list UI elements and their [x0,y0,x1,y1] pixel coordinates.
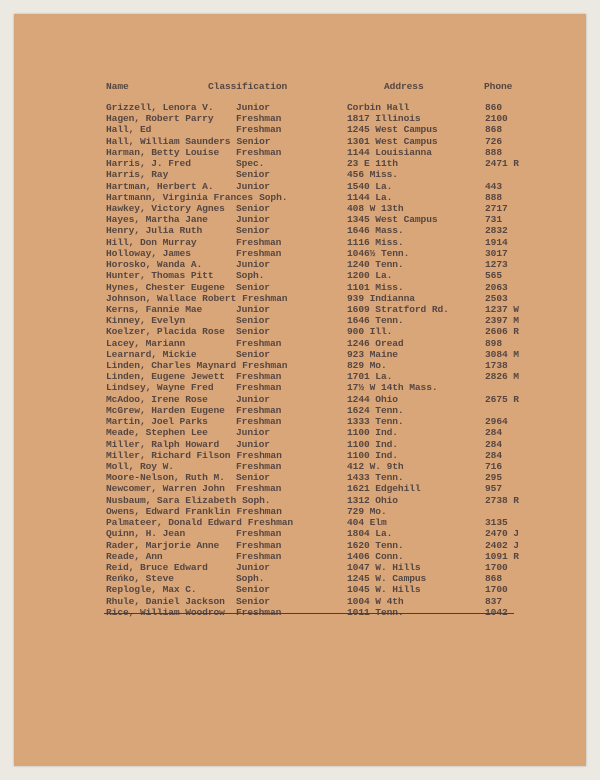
student-phone: 1738 [485,360,508,372]
directory-row [0,483,600,494]
student-address: 1245 W. Campus [347,573,427,585]
student-name: Hall, William Saunders [106,135,231,147]
name-and-classification [106,483,281,494]
student-classification: Senior [236,584,270,596]
student-name: Harris, Ray [106,169,169,181]
student-classification: Freshman [236,550,282,562]
student-classification: Freshman [242,360,288,372]
name-and-classification [106,528,281,539]
student-phone: 2606 R [485,326,519,338]
name-and-classification [106,416,281,427]
name-and-classification [106,214,270,225]
student-name: Martin, Joel Parks [106,416,208,428]
student-address: 1646 Mass. [347,225,404,237]
student-address: 1101 Miss. [347,281,404,293]
student-classification: Freshman [236,483,282,495]
name-and-classification [106,102,270,113]
student-name: Hunter, Thomas Pitt [106,270,214,282]
student-phone: 2063 [485,281,508,293]
directory-row [0,259,600,270]
student-classification: Senior [236,225,270,237]
name-and-classification [106,371,281,382]
name-and-classification [106,192,287,203]
student-name: Hagen, Robert Parry [106,113,214,125]
student-address: 1621 Edgehill [347,483,421,495]
name-and-classification [106,147,281,158]
directory-row [0,427,600,438]
directory-row [0,506,600,517]
student-address: Corbin Hall [347,102,410,113]
student-classification: Freshman [236,113,282,125]
student-address: 1406 Conn. [347,550,404,562]
student-classification: Soph. [236,270,265,282]
student-name: Hartman, Herbert A. [106,180,214,192]
student-classification: Freshman [242,292,288,304]
directory-row [0,584,600,595]
student-name: Palmateer, Donald Edward [106,517,242,529]
student-classification: Freshman [236,528,282,540]
directory-row [0,394,600,405]
directory-row [0,124,600,135]
student-address: 1046½ Tenn. [347,247,410,259]
student-address: 923 Maine [347,348,398,360]
student-name: Hall, Ed [106,124,152,136]
student-classification: Freshman [236,416,282,428]
name-and-classification [106,450,282,461]
directory-row [0,304,600,315]
directory-row [0,113,600,124]
student-phone: 868 [485,124,502,136]
directory-row [0,450,600,461]
student-address: 1116 Miss. [347,236,404,248]
student-address: 1100 Ind. [347,449,398,461]
student-phone: 957 [485,483,502,495]
directory-row [0,495,600,506]
name-and-classification [106,259,270,270]
student-name: Henry, Julia Ruth [106,225,203,237]
student-classification: Senior [236,135,271,147]
student-name: Hill, Don Murray [106,236,197,248]
student-classification: Senior [236,472,270,484]
student-classification: Senior [236,595,270,607]
student-classification: Freshman [236,606,282,618]
student-name: Miller, Richard Filson [106,449,231,461]
directory-row [0,371,600,382]
student-address: 900 Ill. [347,326,393,338]
student-classification: Junior [236,102,270,113]
name-and-classification [106,124,281,135]
student-address: 1701 La. [347,371,393,383]
student-name: Harman, Betty Louise [106,146,220,158]
student-address: 456 Miss. [347,169,398,181]
student-phone: 295 [485,472,502,484]
student-phone: 868 [485,573,502,585]
student-phone: 443 [485,180,502,192]
student-address: 1004 W 4th [347,595,404,607]
student-classification: Freshman [247,517,294,529]
student-name: Lindsey, Wayne Fred [106,382,214,394]
student-name: Linden, Charles Maynard [106,360,237,372]
student-name: Moore-Nelson, Ruth M. [106,472,225,484]
student-address: 1100 Ind. [347,427,398,439]
student-phone: 3135 [485,517,508,529]
student-phone: 565 [485,270,502,282]
student-address: 1244 Ohio [347,393,398,405]
student-address: 939 Indianna [347,292,415,304]
student-name: Rader, Marjorie Anne [106,539,220,551]
name-and-classification [106,113,281,124]
student-address: 17½ W 14th Mass. [347,382,438,394]
student-phone: 3017 [485,247,508,259]
name-and-classification [106,382,281,393]
name-and-classification [106,203,270,214]
student-address: 1312 Ohio [347,494,398,506]
directory-row [0,192,600,203]
student-phone: 1914 [485,236,508,248]
directory-row [0,203,600,214]
directory-row [0,517,600,528]
directory-row [0,382,600,393]
student-address: 1144 Louisianna [347,146,432,158]
student-address: 1240 Tenn. [347,259,404,271]
student-classification: Freshman [236,371,282,383]
student-phone: 888 [485,146,502,158]
student-address: 1345 West Campus [347,214,438,226]
header-classification: Classification [208,81,288,92]
name-and-classification [106,495,270,506]
student-classification: Freshman [236,337,282,349]
student-address: 412 W. 9th [347,461,404,472]
directory-row [0,225,600,236]
name-and-classification [106,439,270,450]
student-name: Harris, J. Fred [106,158,191,170]
student-phone: 726 [485,135,502,147]
student-classification: Freshman [236,461,282,472]
student-classification: Junior [236,259,270,271]
student-name: Horosko, Wanda A. [106,259,203,271]
student-name: Owens, Edward Franklin [106,505,231,517]
student-address: 1245 West Campus [347,124,438,136]
name-and-classification [106,293,287,304]
name-and-classification [106,282,270,293]
student-address: 404 Elm [347,517,387,529]
name-and-classification [106,584,270,595]
student-phone: 1700 [485,584,508,596]
directory-row [0,282,600,293]
student-classification: Junior [236,303,270,315]
student-phone: 2675 R [485,393,519,405]
student-phone: 888 [485,191,502,203]
directory-row [0,573,600,584]
header-name: Name [106,81,129,92]
directory-row [0,315,600,326]
name-and-classification [106,181,270,192]
student-address: 1011 Tenn. [347,606,404,618]
student-phone: 2471 R [485,158,519,170]
directory-row [0,461,600,472]
directory-row [0,405,600,416]
name-and-classification [106,540,281,551]
directory-row [0,596,600,607]
student-name: Kinney, Evelyn [106,315,186,327]
student-phone: 837 [485,595,502,607]
student-name: Koelzer, Placida Rose [106,326,225,338]
directory-row [0,158,600,169]
directory-row [0,326,600,337]
name-and-classification [106,394,270,405]
student-name: Kerns, Fannie Mae [106,303,203,315]
student-address: 23 E 11th [347,158,398,170]
student-classification: Junior [236,393,270,405]
student-address: 1045 W. Hills [347,584,421,596]
directory-row [0,136,600,147]
student-classification: Freshman [236,236,282,248]
header-phone: Phone [484,81,513,92]
directory-row [0,562,600,573]
directory-row [0,338,600,349]
student-address: 1646 Tenn. [347,315,404,327]
student-name: Learnard, Mickie [106,348,197,360]
directory-row [0,270,600,281]
student-address: 1047 W. Hills [347,561,421,573]
name-and-classification [106,461,281,472]
student-phone: 716 [485,461,502,472]
student-name: Reade, Ann [106,550,163,562]
student-classification: Senior [236,281,270,293]
directory-row [0,528,600,539]
student-classification: Freshman [236,404,282,416]
student-phone: 1700 [485,561,508,573]
student-classification: Freshman [236,124,282,136]
student-address: 1144 La. [347,191,393,203]
student-classification: Senior [236,348,270,360]
student-address: 1200 La. [347,270,393,282]
student-name: Grizzell, Lenora V. [106,102,214,113]
student-classification: Junior [236,438,270,450]
student-name: Nusbaum, Sara Elizabeth [106,494,237,506]
directory-row [0,540,600,551]
student-name: Newcomer, Warren John [106,483,225,495]
directory-row [0,214,600,225]
student-name: Replogle, Max C. [106,584,197,596]
student-phone: 2717 [485,202,508,214]
student-name: Rice, William Woodrow [106,606,225,618]
student-phone: 284 [485,427,502,439]
name-and-classification [106,405,281,416]
student-phone: 2826 M [485,371,519,383]
student-address: 1609 Stratford Rd. [347,303,449,315]
student-phone: 898 [485,337,502,349]
directory-row [0,169,600,180]
student-address: 1620 Tenn. [347,539,404,551]
student-classification: Senior [236,202,270,214]
name-and-classification [106,326,270,337]
student-phone: 2397 M [485,315,519,327]
student-phone: 2738 R [485,494,519,506]
directory-row [0,439,600,450]
student-address: 1333 Tenn. [347,416,404,428]
student-classification: Soph. [236,573,265,585]
student-phone: 1091 R [485,550,519,562]
student-classification: Soph. [259,191,288,203]
student-classification: Freshman [236,146,282,158]
student-classification: Spec. [236,158,265,170]
student-phone: 2100 [485,113,508,125]
student-address: 1433 Tenn. [347,472,404,484]
student-phone: 284 [485,438,502,450]
student-classification: Junior [236,561,270,573]
student-address: 729 Mo. [347,505,387,517]
student-name: Miller, Ralph Howard [106,438,220,450]
student-classification: Junior [236,427,270,439]
student-address: 408 W 13th [347,202,404,214]
name-and-classification [106,315,270,326]
student-directory [0,102,600,618]
directory-row [0,293,600,304]
directory-row [0,248,600,259]
student-name: Reńko, Steve [106,573,174,585]
student-phone: 1273 [485,259,508,271]
student-phone: 2402 J [485,539,519,551]
student-name: Holloway, James [106,247,191,259]
student-address: 1624 Tenn. [347,404,404,416]
name-and-classification [106,158,264,169]
student-phone: 3084 M [485,348,519,360]
student-address: 829 Mo. [347,360,387,372]
student-name: Meade, Stephen Lee [106,427,208,439]
student-name: Lacey, Mariann [106,337,186,349]
directory-row [0,472,600,483]
student-name: Quinn, H. Jean [106,528,186,540]
student-address: 1246 Oread [347,337,404,349]
student-classification: Junior [236,214,270,226]
student-address: 1100 Ind. [347,438,398,450]
name-and-classification [106,427,270,438]
directory-row [0,102,600,113]
name-and-classification [106,270,264,281]
student-name: Reid, Bruce Edward [106,561,208,573]
student-phone: 1042 [485,606,508,618]
student-classification: Junior [236,180,270,192]
student-classification: Freshman [236,449,282,461]
directory-row [0,360,600,371]
header-address: Address [384,81,424,92]
student-address: 1301 West Campus [347,135,438,147]
student-classification: Senior [236,315,270,327]
student-name: McAdoo, Irene Rose [106,393,208,405]
directory-row [0,551,600,562]
student-name: Hayes, Martha Jane [106,214,208,226]
directory-row [0,416,600,427]
name-and-classification [106,573,264,584]
student-phone: 1237 W [485,303,519,315]
student-phone: 860 [485,102,502,113]
student-address: 1540 La. [347,180,393,192]
student-name: McGrew, Harden Eugene [106,404,225,416]
student-classification: Senior [236,169,270,181]
student-name: Hawkey, Victory Agnes [106,202,225,214]
name-and-classification [106,607,281,618]
student-address: 1804 La. [347,528,393,540]
student-name: Johnson, Wallace Robert [106,292,237,304]
student-name: Hartmann, Virginia Frances [106,191,254,203]
student-classification: Freshman [236,505,282,517]
student-phone: 284 [485,449,502,461]
student-address: 1817 Illinois [347,113,421,125]
name-and-classification [106,338,281,349]
student-name: Moll, Roy W. [106,461,174,472]
name-and-classification [106,304,270,315]
directory-row [0,147,600,158]
student-classification: Senior [236,326,270,338]
name-and-classification [106,136,270,147]
name-and-classification [106,169,270,180]
name-and-classification [106,248,281,259]
student-classification: Freshman [236,539,282,551]
directory-row [0,181,600,192]
name-and-classification [106,237,281,248]
name-and-classification [106,225,270,236]
student-phone: 2964 [485,416,508,428]
name-and-classification [106,596,270,607]
name-and-classification [106,562,270,573]
directory-row [0,349,600,360]
student-classification: Freshman [236,247,282,259]
directory-row [0,607,600,618]
student-name: Rhule, Daniel Jackson [106,595,225,607]
student-classification: Freshman [236,382,282,394]
name-and-classification [106,472,270,483]
student-phone: 2470 J [485,528,519,540]
student-classification: Soph. [242,494,271,506]
name-and-classification [106,506,282,517]
directory-row [0,237,600,248]
name-and-classification [106,551,281,562]
student-name: Linden, Eugene Jewett [106,371,225,383]
name-and-classification [106,517,293,528]
student-phone: 2832 [485,225,508,237]
student-name: Hynes, Chester Eugene [106,281,225,293]
student-phone: 731 [485,214,502,226]
name-and-classification [106,360,287,371]
student-phone: 2503 [485,292,508,304]
name-and-classification [106,349,270,360]
